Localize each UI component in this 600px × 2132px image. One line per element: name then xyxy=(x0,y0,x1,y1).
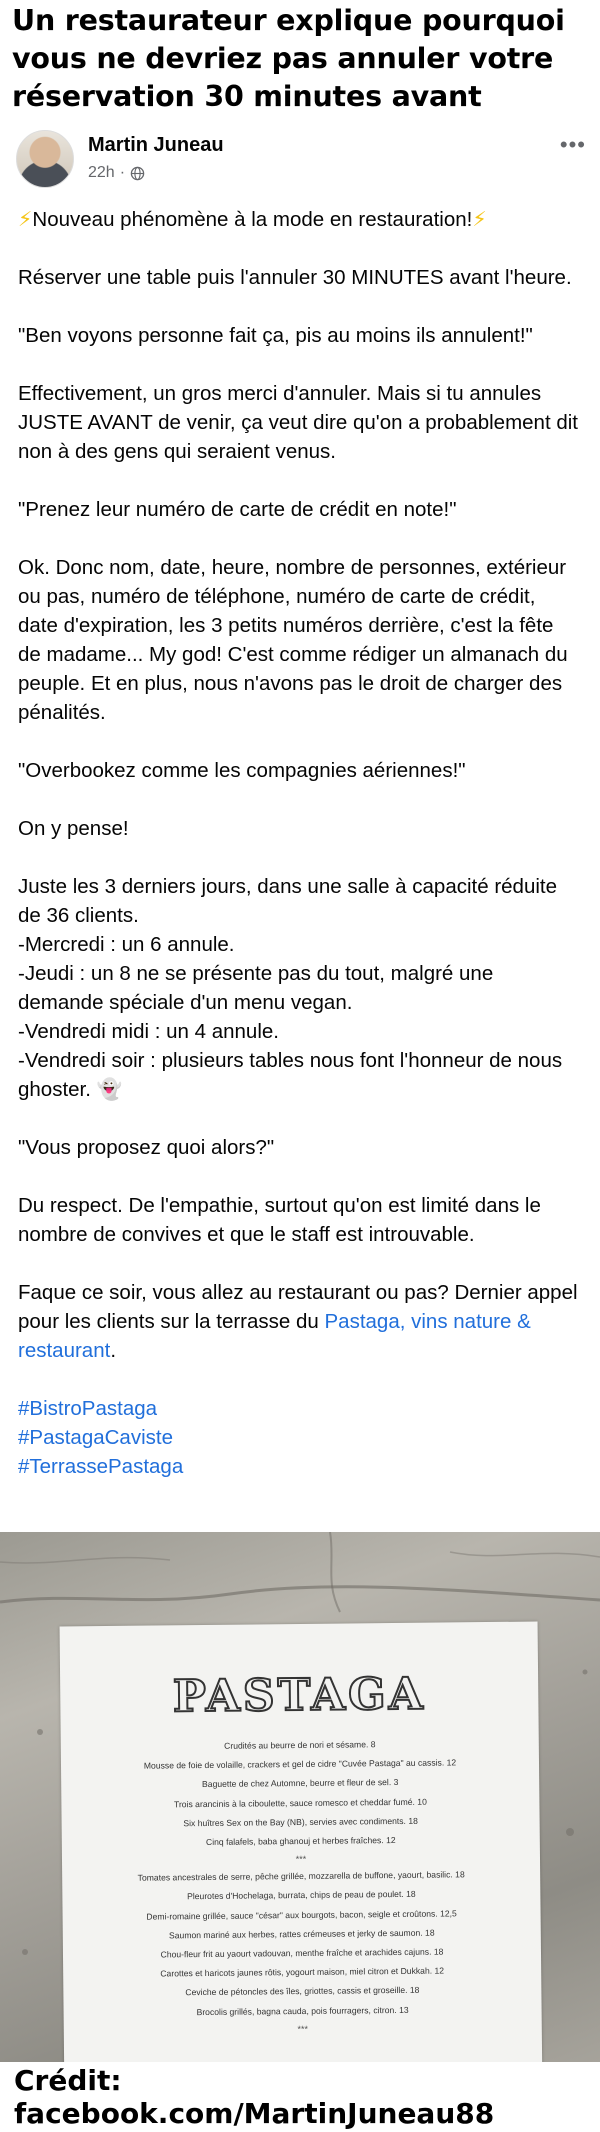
menu-photo[interactable] xyxy=(0,1532,600,2062)
post-time[interactable]: 22h xyxy=(88,164,115,181)
globe-icon[interactable] xyxy=(130,166,145,181)
menu-item: Demi-romaine grillée, sauce "césar" aux bourgots, bacon, seigle et croûtons. 12,5 xyxy=(146,1907,457,1922)
menu-item: Tomates ancestrales de serre, pêche grillée, mozzarella de buffone, yaourt, basilic. 18 xyxy=(137,1869,465,1883)
post-paragraph: Juste les 3 derniers jours, dans une salle à capacité réduite de 36 clients. -Mercredi : un 6 annule. -Jeudi : un 8 ne se présente pas du tout, malgré une demande spéciale d'un menu vegan. -Vendredi midi : un 4 annule. -Vendredi soir : plusieurs tables nous font l'honneur de nous ghoster. 👻 xyxy=(18,875,563,1101)
menu-item: Six huîtres Sex on the Bay (NB), servies avec condiments. 18 xyxy=(183,1815,418,1829)
menu-items xyxy=(61,1734,542,2040)
post-paragraph: Réserver une table puis l'annuler 30 MINUTES avant l'heure. xyxy=(18,266,572,289)
post-header xyxy=(16,130,586,190)
headline: Un restaurateur explique pourquoi vous ne devriez pas annuler votre réservation 30 minutes avant xyxy=(12,4,565,113)
meta-separator: · xyxy=(119,164,126,181)
menu-item: Saumon mariné aux herbes, rattes crémeuses et jerky de saumon. 18 xyxy=(168,1927,435,1941)
post-paragraph: On y pense! xyxy=(18,817,129,840)
menu-item: Ceviche de pétoncles des îles, griottes, cassis et groseille. 18 xyxy=(185,1985,420,1998)
menu-item: Chou-fleur frit au yaourt vadouvan, menthe fraîche et arachides cajuns. 18 xyxy=(160,1946,444,1960)
more-options-icon[interactable]: ••• xyxy=(559,132,586,157)
menu-sheet xyxy=(60,1622,543,2062)
menu-item: Carottes et haricots jaunes rôtis, yogourt maison, miel citron et Dukkah. 12 xyxy=(160,1965,445,1979)
post-paragraph: Du respect. De l'empathie, surtout qu'on est limité dans le nombre de convives et que le staff est introuvable. xyxy=(18,1194,541,1246)
menu-item: Cinq falafels, baba ghanouj et herbes fraîches. 12 xyxy=(205,1835,396,1848)
avatar[interactable] xyxy=(16,130,74,188)
hashtags xyxy=(18,1394,578,1481)
post-paragraph: Ok. Donc nom, date, heure, nombre de personnes, extérieur ou pas, numéro de téléphone, numéro de carte de crédit, date d'expiration, les 3 petits numéros derrière, c'est la fête de madame... My god! C'est comme rédiger un almanach du peuple. Et en plus, nous n'avons pas le droit de charger des pénalités. xyxy=(18,556,568,724)
lightning-icon: ⚡ xyxy=(472,208,487,231)
post-closing: Faque ce soir, vous allez au restaurant ou pas? Dernier appel pour les clients sur la terrasse du Pastaga, vins nature & restaurant. xyxy=(18,1281,578,1362)
menu-separator: *** xyxy=(297,2023,309,2034)
lightning-icon: ⚡ xyxy=(18,208,33,231)
hashtag-link[interactable]: #PastagaCaviste xyxy=(18,1426,173,1449)
post-paragraph: "Overbookez comme les compagnies aériennes!" xyxy=(18,759,466,782)
hashtag-link[interactable]: #TerrassePastaga xyxy=(18,1455,184,1478)
post-meta xyxy=(88,164,145,182)
menu-item: Crudités au beurre de nori et sésame. 8 xyxy=(224,1739,376,1751)
menu-item: Brocolis grillés, bagna cauda, pois fourragers, citron. 13 xyxy=(196,2004,409,2017)
credit-text: Crédit: facebook.com/MartinJuneau88 xyxy=(14,2064,495,2130)
restaurant-link[interactable]: Pastaga, vins nature & restaurant xyxy=(18,1310,531,1362)
hashtag-link[interactable]: #BistroPastaga xyxy=(18,1397,158,1420)
menu-item: Mousse de foie de volaille, crackers et gel de cidre "Cuvée Pastaga" au cassis. 12 xyxy=(143,1757,457,1771)
menu-item: Pleurotes d'Hochelaga, burrata, chips de peau de poulet. 18 xyxy=(187,1889,416,1902)
post-body xyxy=(18,205,578,1481)
menu-title: PASTAGA xyxy=(172,1668,427,1723)
post-paragraph: Effectivement, un gros merci d'annuler. Mais si tu annules JUSTE AVANT de venir, ça veut dire qu'on a probablement dit non à des gens qui seraient venus. xyxy=(18,382,578,463)
post-paragraph: "Ben voyons personne fait ça, pis au moins ils annulent!" xyxy=(18,324,533,347)
post-paragraph: "Prenez leur numéro de carte de crédit en note!" xyxy=(18,498,457,521)
menu-item: Baguette de chez Automne, beurre et fleur de sel. 3 xyxy=(201,1777,399,1790)
menu-separator: *** xyxy=(295,1854,307,1865)
post-paragraph: ⚡Nouveau phénomène à la mode en restauration!⚡ xyxy=(18,208,487,231)
post-paragraph: "Vous proposez quoi alors?" xyxy=(18,1136,275,1159)
menu-item: Trois arancinis à la ciboulette, sauce romesco et cheddar fumé. 10 xyxy=(173,1796,427,1809)
author-name[interactable]: Martin Juneau xyxy=(88,134,224,156)
